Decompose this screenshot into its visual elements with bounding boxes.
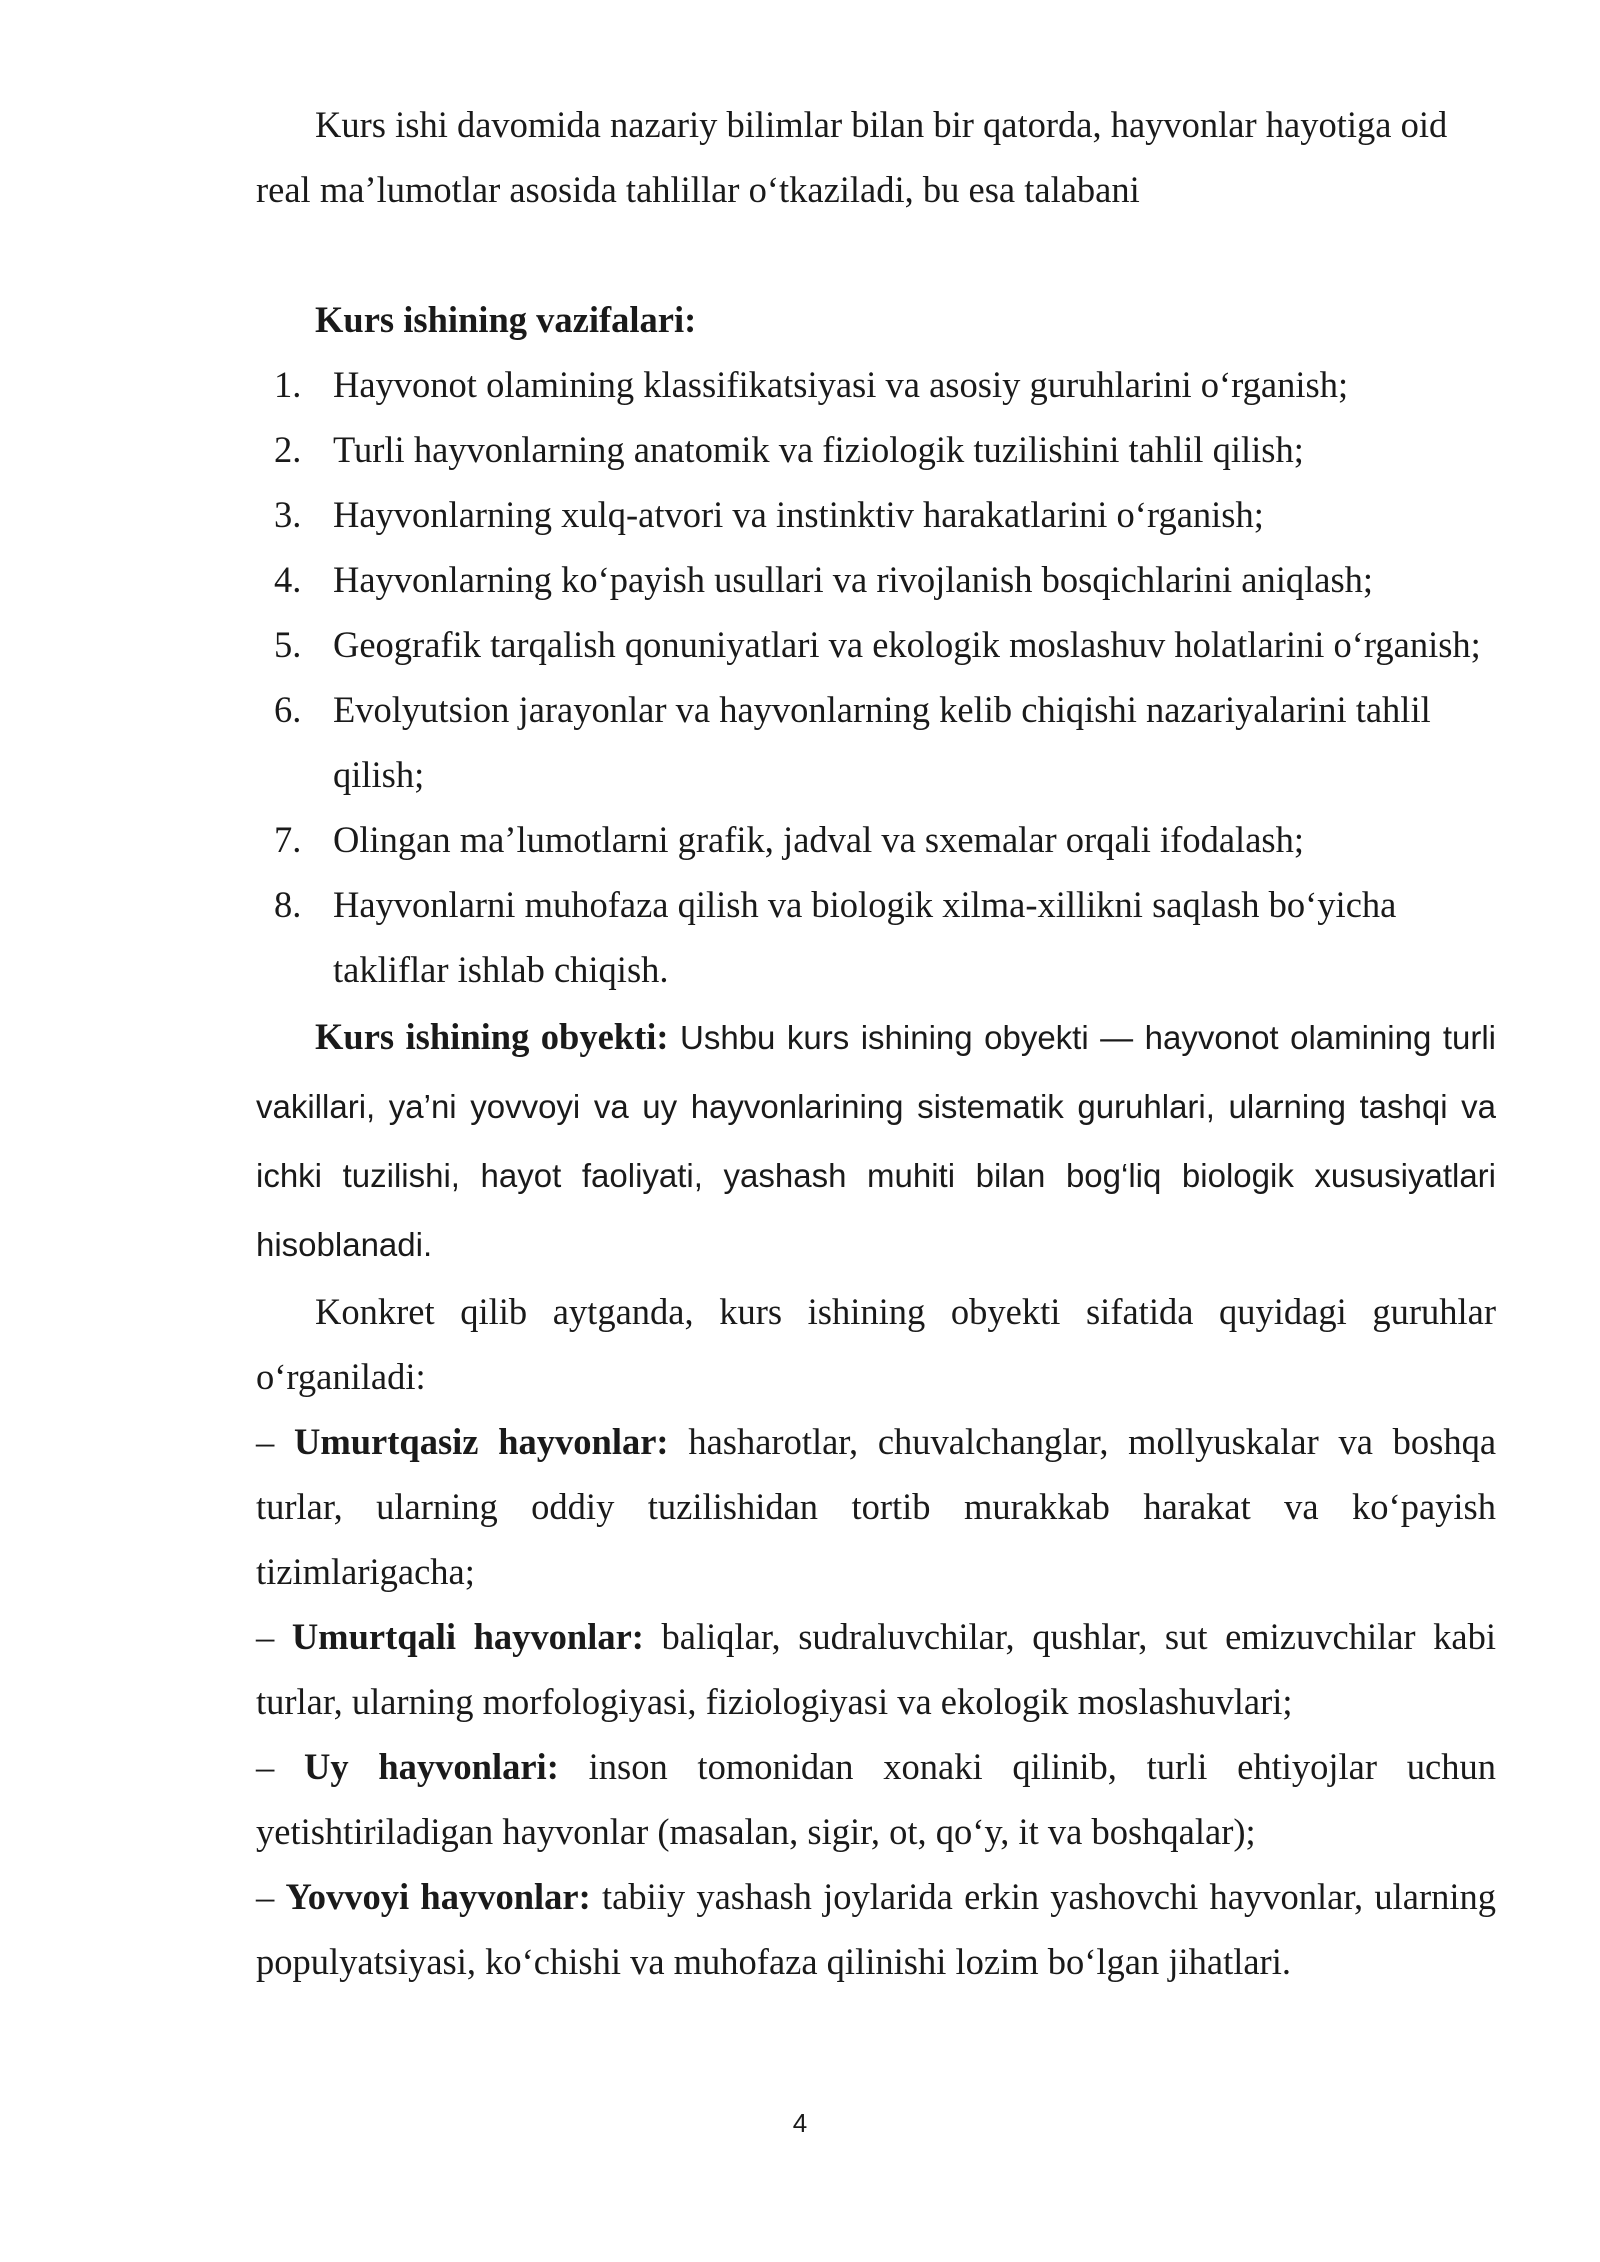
task-item <box>256 352 1496 417</box>
task-text: Hayvonlarni muhofaza qilish va biologik xilma-xillikni saqlash bo‘yicha takliflar ishlab chiqish. <box>333 884 1397 990</box>
group-title: Umurtqasiz hayvonlar: <box>293 1421 669 1462</box>
group-text: tabiiy yashash joylarida erkin yashovchi hayvonlar, ularning populyatsiyasi, ko‘chishi va muhofaza qilinishi lozim bo‘lgan jihatlari. <box>256 1876 1497 1982</box>
group-title: Yovvoyi hayvonlar: <box>285 1876 591 1917</box>
page-number: 4 <box>792 2108 808 2138</box>
task-number: 1. <box>274 364 302 405</box>
group-text: hasharotlar, chuvalchanglar, mollyuskalar va boshqa turlar, ularning oddiy tuzilishidan tortib murakkab harakat va ko‘payish tizimlarigacha; <box>256 1421 1497 1592</box>
task-text: Hayvonlarning xulq-atvori va instinktiv harakatlarini o‘rganish; <box>333 494 1264 535</box>
task-number: 7. <box>274 819 302 860</box>
task-text: Turli hayvonlarning anatomik va fiziologik tuzilishini tahlil qilish; <box>333 429 1304 470</box>
task-number: 8. <box>274 884 302 925</box>
task-text: Geografik tarqalish qonuniyatlari va ekologik moslashuv holatlarini o‘rganish; <box>333 624 1481 665</box>
task-text: Olingan ma’lumotlarni grafik, jadval va sxemalar orqali ifodalash; <box>333 819 1304 860</box>
obyekt-text: Ushbu kurs ishining obyekti — hayvonot olamining turli vakillari, ya’ni yovvoyi va uy hayvonlarining sistematik guruhlari, ularning tashqi va ichki tuzilishi, hayot faoliyati, yashash muhiti bilan bog‘liq biologik xususiyatlari hisoblanadi. <box>256 1019 1497 1263</box>
group-title: Umurtqali hayvonlar: <box>291 1616 644 1657</box>
task-number: 6. <box>274 689 302 730</box>
task-item <box>256 547 1496 612</box>
task-number: 4. <box>274 559 302 600</box>
tasks-heading: Kurs ishining vazifalari: <box>315 299 697 340</box>
task-text: Evolyutsion jarayonlar va hayvonlarning kelib chiqishi nazariyalarini tahlil qilish; <box>333 689 1431 795</box>
group-dash: – <box>256 1421 275 1462</box>
intro-paragraph: Kurs ishi davomida nazariy bilimlar bilan bir qatorda, hayvonlar hayotiga oid real ma’lumotlar asosida tahlillar o‘tkaziladi, bu esa talabani <box>256 104 1448 210</box>
group-text: baliqlar, sudraluvchilar, qushlar, sut emizuvchilar kabi turlar, ularning morfologiyasi, fiziologiyasi va ekologik moslashuvlari; <box>256 1616 1496 1722</box>
task-item <box>256 807 1496 872</box>
task-number: 3. <box>274 494 302 535</box>
group-dash: – <box>256 1616 275 1657</box>
group-paragraph <box>256 1409 1496 1604</box>
task-number: 5. <box>274 624 302 665</box>
task-item <box>256 612 1496 677</box>
group-dash: – <box>256 1746 275 1787</box>
group-title: Uy hayvonlari: <box>304 1746 559 1787</box>
group-text: inson tomonidan xonaki qilinib, turli ehtiyojlar uchun yetishtiriladigan hayvonlar (masalan, sigir, ot, qo‘y, it va boshqalar); <box>256 1746 1496 1852</box>
task-item <box>256 677 1496 807</box>
task-item <box>256 417 1496 482</box>
obyekt-title: Kurs ishining obyekti: <box>315 1016 669 1057</box>
task-text: Hayvonot olamining klassifikatsiyasi va asosiy guruhlarini o‘rganish; <box>333 364 1349 405</box>
obyekt-paragraph <box>256 1002 1496 1279</box>
task-item <box>256 482 1496 547</box>
group-paragraph <box>256 1864 1496 1994</box>
group-paragraph <box>256 1604 1496 1734</box>
group-paragraph <box>256 1734 1496 1864</box>
document-page <box>256 92 1496 1994</box>
tasks-list <box>256 352 1496 1002</box>
group-dash: – <box>256 1876 275 1917</box>
task-text: Hayvonlarning ko‘payish usullari va rivojlanish bosqichlarini aniqlash; <box>333 559 1374 600</box>
task-item <box>256 872 1496 1002</box>
blank-line <box>256 222 1496 287</box>
task-number: 2. <box>274 429 302 470</box>
konkret-paragraph: Konkret qilib aytganda, kurs ishining obyekti sifatida quyidagi guruhlar o‘rganiladi: <box>256 1291 1496 1397</box>
